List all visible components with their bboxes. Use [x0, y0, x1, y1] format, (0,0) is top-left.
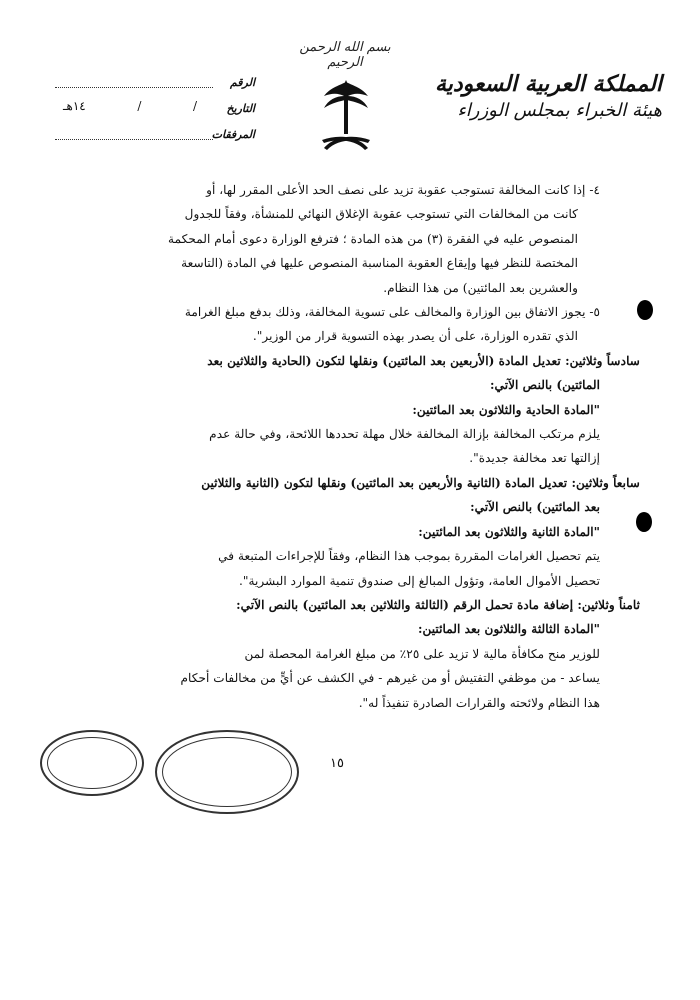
section-heading: ثامناً وثلاثين: إضافة مادة تحمل الرقم (الثالثة والثلاثين بعد المائتين) بالنص الآتي: [236, 597, 640, 612]
document-body [40, 178, 640, 715]
paragraph-line: يتم تحصيل الغرامات المقررة بموجب هذا النظام، وفقاً للإجراءات المتبعة في [218, 549, 600, 564]
paragraph-line: إزالتها تعد مخالفة جديدة". [469, 451, 600, 466]
date-label: التاريخ [226, 102, 255, 115]
paragraph-line: هذا النظام ولائحته والقرارات الصادرة تنفيذاً له". [358, 695, 600, 710]
ref-line [55, 87, 213, 88]
paragraph-line: تحصيل الأموال العامة، وتؤول المبالغ إلى صندوق تنمية الموارد البشرية". [238, 573, 600, 588]
attachments-label: المرفقات [211, 128, 255, 141]
paragraph-line: يساعد - من موظفي التفتيش أو من غيرهم - في الكشف عن أيٍّ من مخالفات أحكام [180, 671, 600, 686]
section-heading: المائتين) بالنص الآتي: [490, 378, 600, 393]
paragraph-line: ٥- يجوز الاتفاق بين الوزارة والمخالف على تسوية المخالفة، وذلك بدفع مبلغ الغرامة [184, 305, 600, 320]
org-name: المملكة العربية السعودية [434, 71, 662, 97]
ref-row [55, 72, 255, 98]
paragraph-line: يلزم مرتكب المخالفة بإزالة المخالفة خلال مهلة تحددها اللائحة، وفي حالة عدم [209, 427, 600, 442]
paragraph-line: كانت من المخالفات التي تستوجب عقوبة الإغلاق النهائي للمنشأة، وفقاً للجدول [184, 207, 578, 222]
binder-hole-icon [637, 300, 653, 320]
paragraph-line: والعشرين بعد المائتين) من هذا النظام. [383, 280, 578, 295]
paragraph-line: للوزير منح مكافأة مالية لا تزيد على ٢٥٪ من مبلغ الغرامة المحصلة لمن [244, 646, 600, 661]
organization-header [412, 70, 662, 124]
section-heading: بعد المائتين) بالنص الآتي: [470, 500, 600, 515]
attachments-line [55, 139, 213, 140]
basmala: بسم الله الرحمن الرحيم [299, 40, 391, 70]
paragraph-line: المختصة للنظر فيها وإيقاع العقوبة المناسبة المنصوص عليها في المادة (التاسعة [181, 256, 578, 271]
paragraph-line: الذي تقدره الوزارة، على أن يصدر بهذه التسوية قرار من الوزير". [252, 329, 578, 344]
section-heading: سادساً وثلاثين: تعديل المادة (الأربعين بعد المائتين) ونقلها لتكون (الحادية والثلاثين بعد [207, 353, 640, 368]
org-department: هيئة الخبراء بمجلس الوزراء [457, 100, 662, 121]
document-meta [55, 72, 255, 150]
date-value [63, 99, 197, 113]
article-title: "المادة الحادية والثلاثون بعد المائتين: [412, 402, 600, 417]
paragraph-line: ٤- إذا كانت المخالفة تستوجب عقوبة تزيد على نصف الحد الأعلى المقرر لها، أو [206, 183, 600, 197]
date-separator: / [192, 99, 197, 113]
article-title: "المادة الثالثة والثلاثون بعد المائتين: [417, 622, 600, 637]
date-year-suffix: ١٤هـ [63, 99, 86, 113]
stamp-ring [47, 737, 137, 789]
article-title: "المادة الثانية والثلاثون بعد المائتين: [418, 524, 600, 539]
date-separator: / [137, 99, 142, 113]
paragraph-line: المنصوص عليه في الفقرة (٣) من هذه المادة ؛ فترفع الوزارة دعوى أمام المحكمة [168, 231, 578, 246]
page-number: ١٥ [330, 756, 344, 771]
ref-label: الرقم [229, 76, 255, 89]
section-heading: سابعاً وثلاثين: تعديل المادة (الثانية والأربعين بعد المائتين) ونقلها لتكون (الثانية والثلاثين [201, 475, 640, 490]
official-stamp [155, 730, 299, 814]
saudi-emblem-icon [318, 78, 374, 156]
date-row [55, 98, 255, 124]
stamp-ring [162, 737, 292, 807]
binder-hole-icon [636, 512, 652, 532]
attachments-row [55, 124, 255, 150]
official-stamp [40, 730, 144, 796]
